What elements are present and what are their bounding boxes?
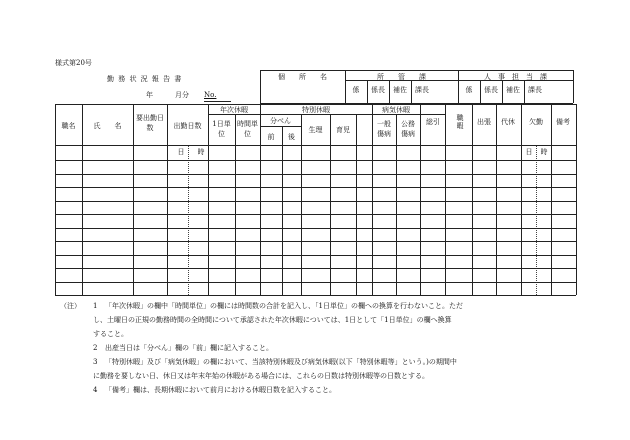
header-absence: 欠勤	[529, 118, 543, 126]
form-number: 様式第20号	[55, 59, 92, 67]
note-line: し、土曜日の正規の勤務時間の全時間について承認された年次休暇については、1日として「1日単位」の欄へ換算	[93, 316, 452, 324]
approval-hr-header: 人 事 担 当 課	[484, 73, 547, 81]
period-underline	[204, 101, 231, 102]
note-number: 3	[93, 358, 98, 366]
approval-dept-role: 係	[352, 86, 360, 94]
header-annual-1day: 1日単位	[212, 120, 231, 138]
header-name: 氏 名	[93, 122, 122, 130]
note-number: 2	[93, 344, 98, 352]
header-total-deduction: 総引	[426, 118, 440, 126]
header-required-days: 要出勤日数	[136, 114, 164, 132]
note-line: 「特別休暇」及び「病気休暇」の欄において、当該特別休暇及び病気休暇(以下「特別休暇等」という。)の期間中	[105, 358, 457, 366]
header-work-illness: 公務傷病	[401, 120, 415, 138]
note-line: 「備考」欄は、長期休暇において前月における休暇日数を記入すること。	[105, 386, 336, 394]
header-substitute-holiday: 代休	[501, 118, 515, 126]
table-row	[55, 241, 576, 242]
header-special-leave: 特別休暇	[302, 106, 330, 114]
header-childbirth: 分べん	[270, 117, 291, 125]
header-job-title: 職名	[61, 122, 76, 130]
attended-unit-day: 日	[177, 148, 185, 156]
attended-unit-hour: 時	[197, 148, 205, 156]
header-annual-leave: 年次休暇	[220, 106, 248, 114]
table-row	[55, 282, 576, 283]
header-childbirth-after: 後	[288, 133, 295, 141]
absence-unit-hour: 時	[540, 148, 548, 156]
table-row	[55, 160, 576, 161]
approval-hr-role: 係	[465, 86, 473, 94]
table-row	[55, 255, 576, 256]
header-general-illness: 一般傷病	[377, 120, 391, 138]
approval-dept-role: 係長	[371, 86, 385, 94]
note-line: 「年次休暇」の欄中「時間単位」の欄には時間数の合計を記入し、「1日単位」の欄への換算を行わないこと。ただ	[105, 302, 463, 310]
absence-unit-day: 日	[525, 148, 533, 156]
approval-department-header: 所 管 課	[377, 73, 426, 81]
approval-dept-role: 課長	[415, 86, 429, 94]
period-year-label: 年	[146, 91, 153, 99]
note-number: 4	[93, 386, 98, 394]
period-month-label: 月分	[175, 91, 189, 99]
period-no-label: No.	[204, 91, 217, 99]
header-childbirth-before: 前	[267, 133, 275, 141]
table-row	[55, 228, 576, 229]
header-menstrual: 生理	[308, 126, 323, 134]
note-line: 出産当日は「分べん」欄の「前」欄に記入すること。	[105, 344, 273, 352]
table-row	[55, 201, 576, 202]
table-row	[55, 174, 576, 175]
notes-label: （注）	[60, 302, 81, 310]
note-line: に勤務を要しない日、休日又は年末年始の休暇がある場合には、これらの日数は特別休暇等の日数とする。	[93, 372, 429, 380]
header-business-trip: 出張	[477, 118, 491, 126]
table-row	[55, 268, 576, 269]
header-remarks: 備考	[556, 118, 570, 126]
header-annual-hourly: 時間単位	[237, 120, 258, 138]
note-number: 1	[93, 302, 98, 310]
table-row	[55, 187, 576, 188]
note-line: すること。	[93, 330, 128, 338]
approval-dept-role: 補佐	[393, 86, 407, 94]
approval-hr-role: 課長	[528, 86, 542, 94]
header-suspension: 職 暇	[456, 114, 471, 131]
header-sick-leave: 病気休暇	[382, 106, 410, 114]
approval-location-header: 個 所 名	[278, 73, 327, 81]
header-attended-days: 出勤日数	[173, 122, 202, 130]
table-row	[55, 214, 576, 215]
report-title: 勤 務 状 況 報 告 書	[107, 75, 183, 83]
approval-hr-role: 補佐	[506, 86, 520, 94]
approval-hr-role: 係長	[484, 86, 498, 94]
header-childcare: 育児	[336, 126, 350, 134]
